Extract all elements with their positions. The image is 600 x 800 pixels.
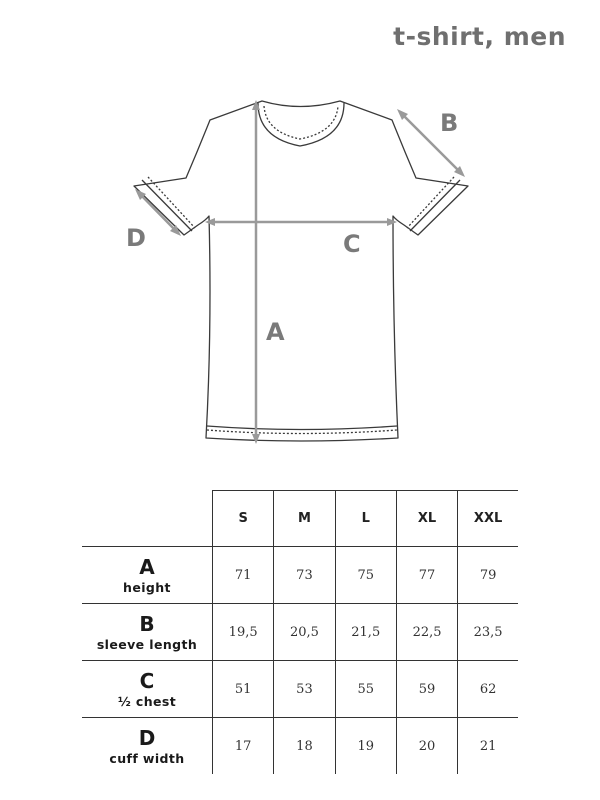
label-d: D [126,224,146,252]
table-cell: 20 [396,718,457,775]
row-letter: A [139,554,155,579]
label-c: C [343,230,361,258]
label-a: A [266,318,285,346]
table-cell: 51 [213,661,274,718]
row-letter: C [139,668,155,693]
table-cell: 73 [274,547,335,604]
table-cell: 19,5 [213,604,274,661]
size-header-row [82,491,518,547]
table-cell: 79 [458,547,518,604]
table-cell: 21 [458,718,518,775]
label-b: B [440,109,459,137]
size-header: M [274,491,335,547]
table-cell: 18 [274,718,335,775]
corner-cell [82,491,213,547]
table-cell: 19 [335,718,396,775]
measure-lines [138,104,462,440]
table-row [82,547,518,604]
row-header [82,604,213,661]
row-label: height [123,579,171,595]
table-cell: 62 [458,661,518,718]
row-label: ½ chest [117,693,177,709]
size-header: S [213,491,274,547]
tshirt-outline [134,101,468,441]
table-row [82,661,518,718]
table-row [82,718,518,775]
table-cell: 59 [396,661,457,718]
table-cell: 53 [274,661,335,718]
table-cell: 20,5 [274,604,335,661]
table-cell: 71 [213,547,274,604]
size-header: L [335,491,396,547]
row-letter: B [139,611,155,636]
row-header [82,661,213,718]
table-cell: 22,5 [396,604,457,661]
size-table [82,490,518,774]
table-cell: 77 [396,547,457,604]
row-label: cuff width [109,750,185,766]
table-cell: 55 [335,661,396,718]
row-header [82,718,213,775]
size-header: XL [396,491,457,547]
row-letter: D [138,725,156,750]
arrow-heads [135,100,465,444]
table-cell: 75 [335,547,396,604]
row-header [82,547,213,604]
table-cell: 17 [213,718,274,775]
table-cell: 23,5 [458,604,518,661]
table-cell: 21,5 [335,604,396,661]
size-header: XXL [458,491,518,547]
page-title: t-shirt, men [393,22,566,51]
row-label: sleeve length [96,636,198,652]
table-row [82,604,518,661]
